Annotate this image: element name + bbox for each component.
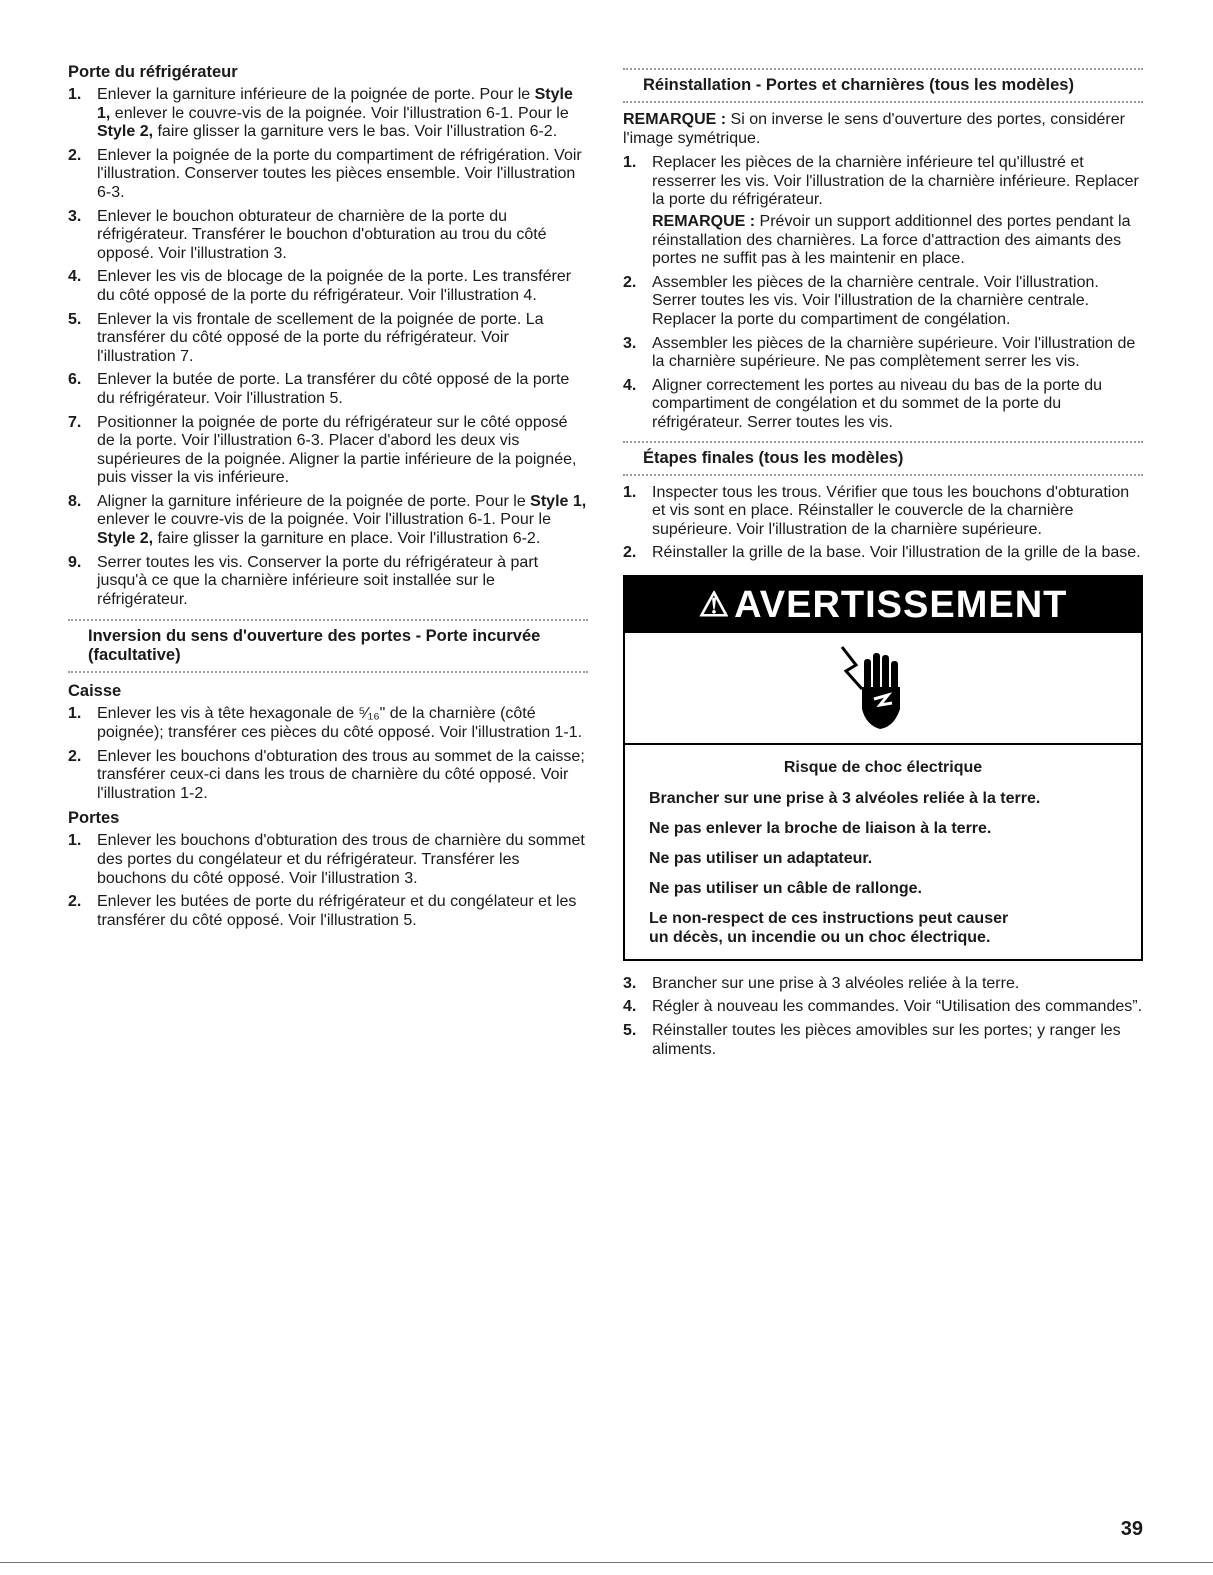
warning-header <box>625 577 1141 633</box>
step-text: faire glisser la garniture vers le bas. Voir l'illustration 6-2. <box>153 123 558 141</box>
step-text: Inspecter tous les trous. Vérifier que tous les bouchons d'obturation et vis sont en place. Réinstaller le couvercle de la charnière supérieure. Voir l'illustration de la charnière supérieure. <box>652 483 1130 538</box>
list-item <box>68 371 588 408</box>
step-number: 8. <box>68 492 82 510</box>
note-text: Prévoir un support additionnel des portes pendant la réinstallation des charnières. La force d'attraction des aimants des portes ne suffit pas à les maintenir en place. <box>652 212 1131 268</box>
final-steps <box>623 484 1143 563</box>
list-item <box>68 705 588 742</box>
step-number: 2. <box>68 146 82 164</box>
warning-heading: AVERTISSEMENT <box>734 583 1068 626</box>
subsection-title-caisse: Caisse <box>68 682 122 701</box>
warning-line: Ne pas utiliser un adaptateur. <box>649 849 873 867</box>
step-number: 9. <box>68 553 82 571</box>
step-text: Aligner correctement les portes au niveau du bas de la porte du compartiment de congélation et du sommet de la porte du réfrigérateur. Serrer toutes les vis. <box>652 376 1103 431</box>
list-item <box>623 484 1143 540</box>
step-number: 7. <box>68 413 82 431</box>
warning-triangle-icon: ⚠ <box>698 585 731 624</box>
list-item <box>68 268 588 305</box>
page-number: 39 <box>1120 1518 1143 1540</box>
list-item <box>623 335 1143 372</box>
list-item <box>623 1022 1143 1059</box>
portes-steps <box>68 832 588 930</box>
step-text: Enlever les butées de porte du réfrigérateur et du congélateur et les transférer du côté opposé. Voir l'illustration 5. <box>97 893 577 929</box>
step-number: 4. <box>623 376 637 394</box>
step-text: Replacer les pièces de la charnière inférieure tel qu'illustré et resserrer les vis. Voir l'illustration de la charnière inférieure. Replacer la porte du réfrigérateur. <box>652 154 1139 209</box>
step-number: 1. <box>68 86 82 103</box>
sub-note <box>652 213 1143 269</box>
step-number: 4. <box>623 998 637 1016</box>
list-item <box>68 554 588 610</box>
step-number: 1. <box>68 705 82 723</box>
step-number: 1. <box>68 832 82 850</box>
list-item <box>623 998 1143 1017</box>
step-text: Enlever les vis à tête hexagonale de ⁵⁄₁₆" de la charnière (côté poignée); transférer ces pièces du côté opposé. Voir l'illustration 1-1. <box>97 705 583 742</box>
list-item <box>68 311 588 367</box>
step-text: Assembler les pièces de la charnière centrale. Voir l'illustration. Serrer toutes les vis. Voir l'illustration de la charnière centrale. Replacer la porte du compartiment de congélation. <box>652 273 1099 328</box>
step-number: 1. <box>623 154 637 172</box>
step-text: Enlever les bouchons d'obturation des trous de charnière du sommet des portes du congélateur et du réfrigérateur. Transférer les bouchons du côté opposé. Voir l'illustration 3. <box>97 832 585 887</box>
list-item <box>68 208 588 264</box>
warning-box <box>623 575 1143 961</box>
step-number: 3. <box>623 974 637 992</box>
warning-line: Ne pas enlever la broche de liaison à la terre. <box>649 819 992 837</box>
step-number: 1. <box>623 483 637 501</box>
step-text: enlever le couvre-vis de la poignée. Voir l'illustration 6-1. Pour le <box>97 511 551 529</box>
style-label: Style 1, <box>530 492 587 510</box>
note-paragraph <box>623 111 1143 148</box>
step-text: faire glisser la garniture en place. Voir l'illustration 6-2. <box>153 530 541 548</box>
list-item <box>68 147 588 203</box>
note-text: Si on inverse le sens d'ouverture des portes, considérer l'image symétrique. <box>623 111 1125 147</box>
step-number: 3. <box>68 207 82 225</box>
section-title-reinstallation: Réinstallation - Portes et charnières (tous les modèles) <box>623 68 1143 103</box>
step-text: Régler à nouveau les commandes. Voir “Utilisation des commandes”. <box>652 998 1143 1016</box>
step-text: enlever le couvre-vis de la poignée. Voir l'illustration 6-1. Pour le <box>110 104 569 122</box>
list-item <box>623 975 1143 994</box>
step-text: Serrer toutes les vis. Conserver la porte du réfrigérateur à part jusqu'à ce que la charnière inférieure soit installée sur le réfrigérateur. <box>97 553 539 608</box>
warning-line: Brancher sur une prise à 3 alvéoles reliée à la terre. <box>649 789 1041 807</box>
warning-icon-area <box>625 633 1141 745</box>
step-number: 5. <box>68 310 82 328</box>
list-item <box>68 86 588 142</box>
step-text: Enlever les vis de blocage de la poignée de la porte. Les transférer du côté opposé de la porte du réfrigérateur. Voir l'illustration 4. <box>97 268 572 304</box>
list-item <box>623 377 1143 433</box>
section-title-final-steps: Étapes finales (tous les modèles) <box>623 441 1143 476</box>
subsection-title-portes: Portes <box>68 809 120 828</box>
step-text: Aligner la garniture inférieure de la poignée de porte. Pour le <box>97 492 531 510</box>
warning-body <box>625 745 1141 959</box>
section-title-refrigerator-door: Porte du réfrigérateur <box>68 63 238 81</box>
warning-title: Risque de choc électrique <box>783 758 983 776</box>
style-label: Style 1, <box>97 86 573 122</box>
list-item <box>68 493 588 549</box>
list-item <box>68 748 588 804</box>
step-text: Réinstaller toutes les pièces amovibles sur les portes; y ranger les aliments. <box>652 1022 1121 1058</box>
step-number: 2. <box>68 893 82 911</box>
bottom-rule <box>0 1562 1213 1563</box>
step-text: Réinstaller la grille de la base. Voir l'illustration de la grille de la base. <box>652 544 1141 562</box>
after-warning-steps <box>623 975 1143 1059</box>
warning-line: Ne pas utiliser un câble de rallonge. <box>649 879 922 897</box>
left-column <box>68 62 588 935</box>
section-title-door-reversal: Inversion du sens d'ouverture des portes - Porte incurvée (facultative) <box>68 619 588 673</box>
note-label: REMARQUE : <box>652 212 756 230</box>
step-text: Enlever la vis frontale de scellement de la poignée de porte. La transférer du côté opposé de la porte du réfrigérateur. Voir l'illustration 7. <box>97 310 544 365</box>
step-text: Enlever la poignée de la porte du compartiment de réfrigération. Voir l'illustration. Conserver toutes les pièces ensemble. Voir l'illustration 6-3. <box>97 146 582 201</box>
step-text: Enlever la butée de porte. La transférer du côté opposé de la porte du réfrigérateur. Voir l'illustration 5. <box>97 371 570 407</box>
reinstallation-steps <box>623 154 1143 432</box>
step-number: 5. <box>623 1022 637 1040</box>
step-number: 2. <box>623 544 637 562</box>
step-number: 3. <box>623 334 637 352</box>
electric-shock-hand-icon <box>834 637 914 737</box>
list-item <box>68 893 588 930</box>
note-label: REMARQUE : <box>623 111 727 128</box>
list-item <box>623 154 1143 269</box>
list-item <box>623 274 1143 330</box>
style-label: Style 2, <box>97 530 154 548</box>
step-text: Positionner la poignée de porte du réfrigérateur sur le côté opposé de la porte. Voir l'illustration 6-3. Placer d'abord les deux vis supérieures de la poignée. Aligner la partie inférieure de la poignée, puis visser la vis inférieure. <box>97 413 577 487</box>
list-item <box>68 832 588 888</box>
warning-consequence: Le non-respect de ces instructions peut causer <box>649 909 1009 927</box>
step-number: 2. <box>623 273 637 291</box>
step-number: 6. <box>68 371 82 389</box>
refrigerator-door-steps <box>68 86 588 609</box>
step-text: Brancher sur une prise à 3 alvéoles reliée à la terre. <box>652 974 1020 992</box>
list-item <box>68 414 588 488</box>
warning-consequence: un décès, un incendie ou un choc électrique. <box>649 928 991 946</box>
step-text: Enlever les bouchons d'obturation des trous au sommet de la caisse; transférer ceux-ci dans les trous de charnière du côté opposé. Voir l'illustration 1-2. <box>97 747 585 802</box>
step-text: Enlever le bouchon obturateur de charnière de la porte du réfrigérateur. Transférer le bouchon d'obturation au trou du côté opposé. Voir l'illustration 3. <box>97 207 547 262</box>
style-label: Style 2, <box>97 123 154 141</box>
step-number: 2. <box>68 747 82 765</box>
right-column <box>623 68 1143 1064</box>
caisse-steps <box>68 705 588 803</box>
step-text: Enlever la garniture inférieure de la poignée de porte. Pour le <box>97 86 535 103</box>
list-item <box>623 544 1143 563</box>
step-text: Assembler les pièces de la charnière supérieure. Voir l'illustration de la charnière supérieure. Ne pas complètement serrer les vis. <box>652 334 1136 371</box>
step-number: 4. <box>68 268 82 286</box>
